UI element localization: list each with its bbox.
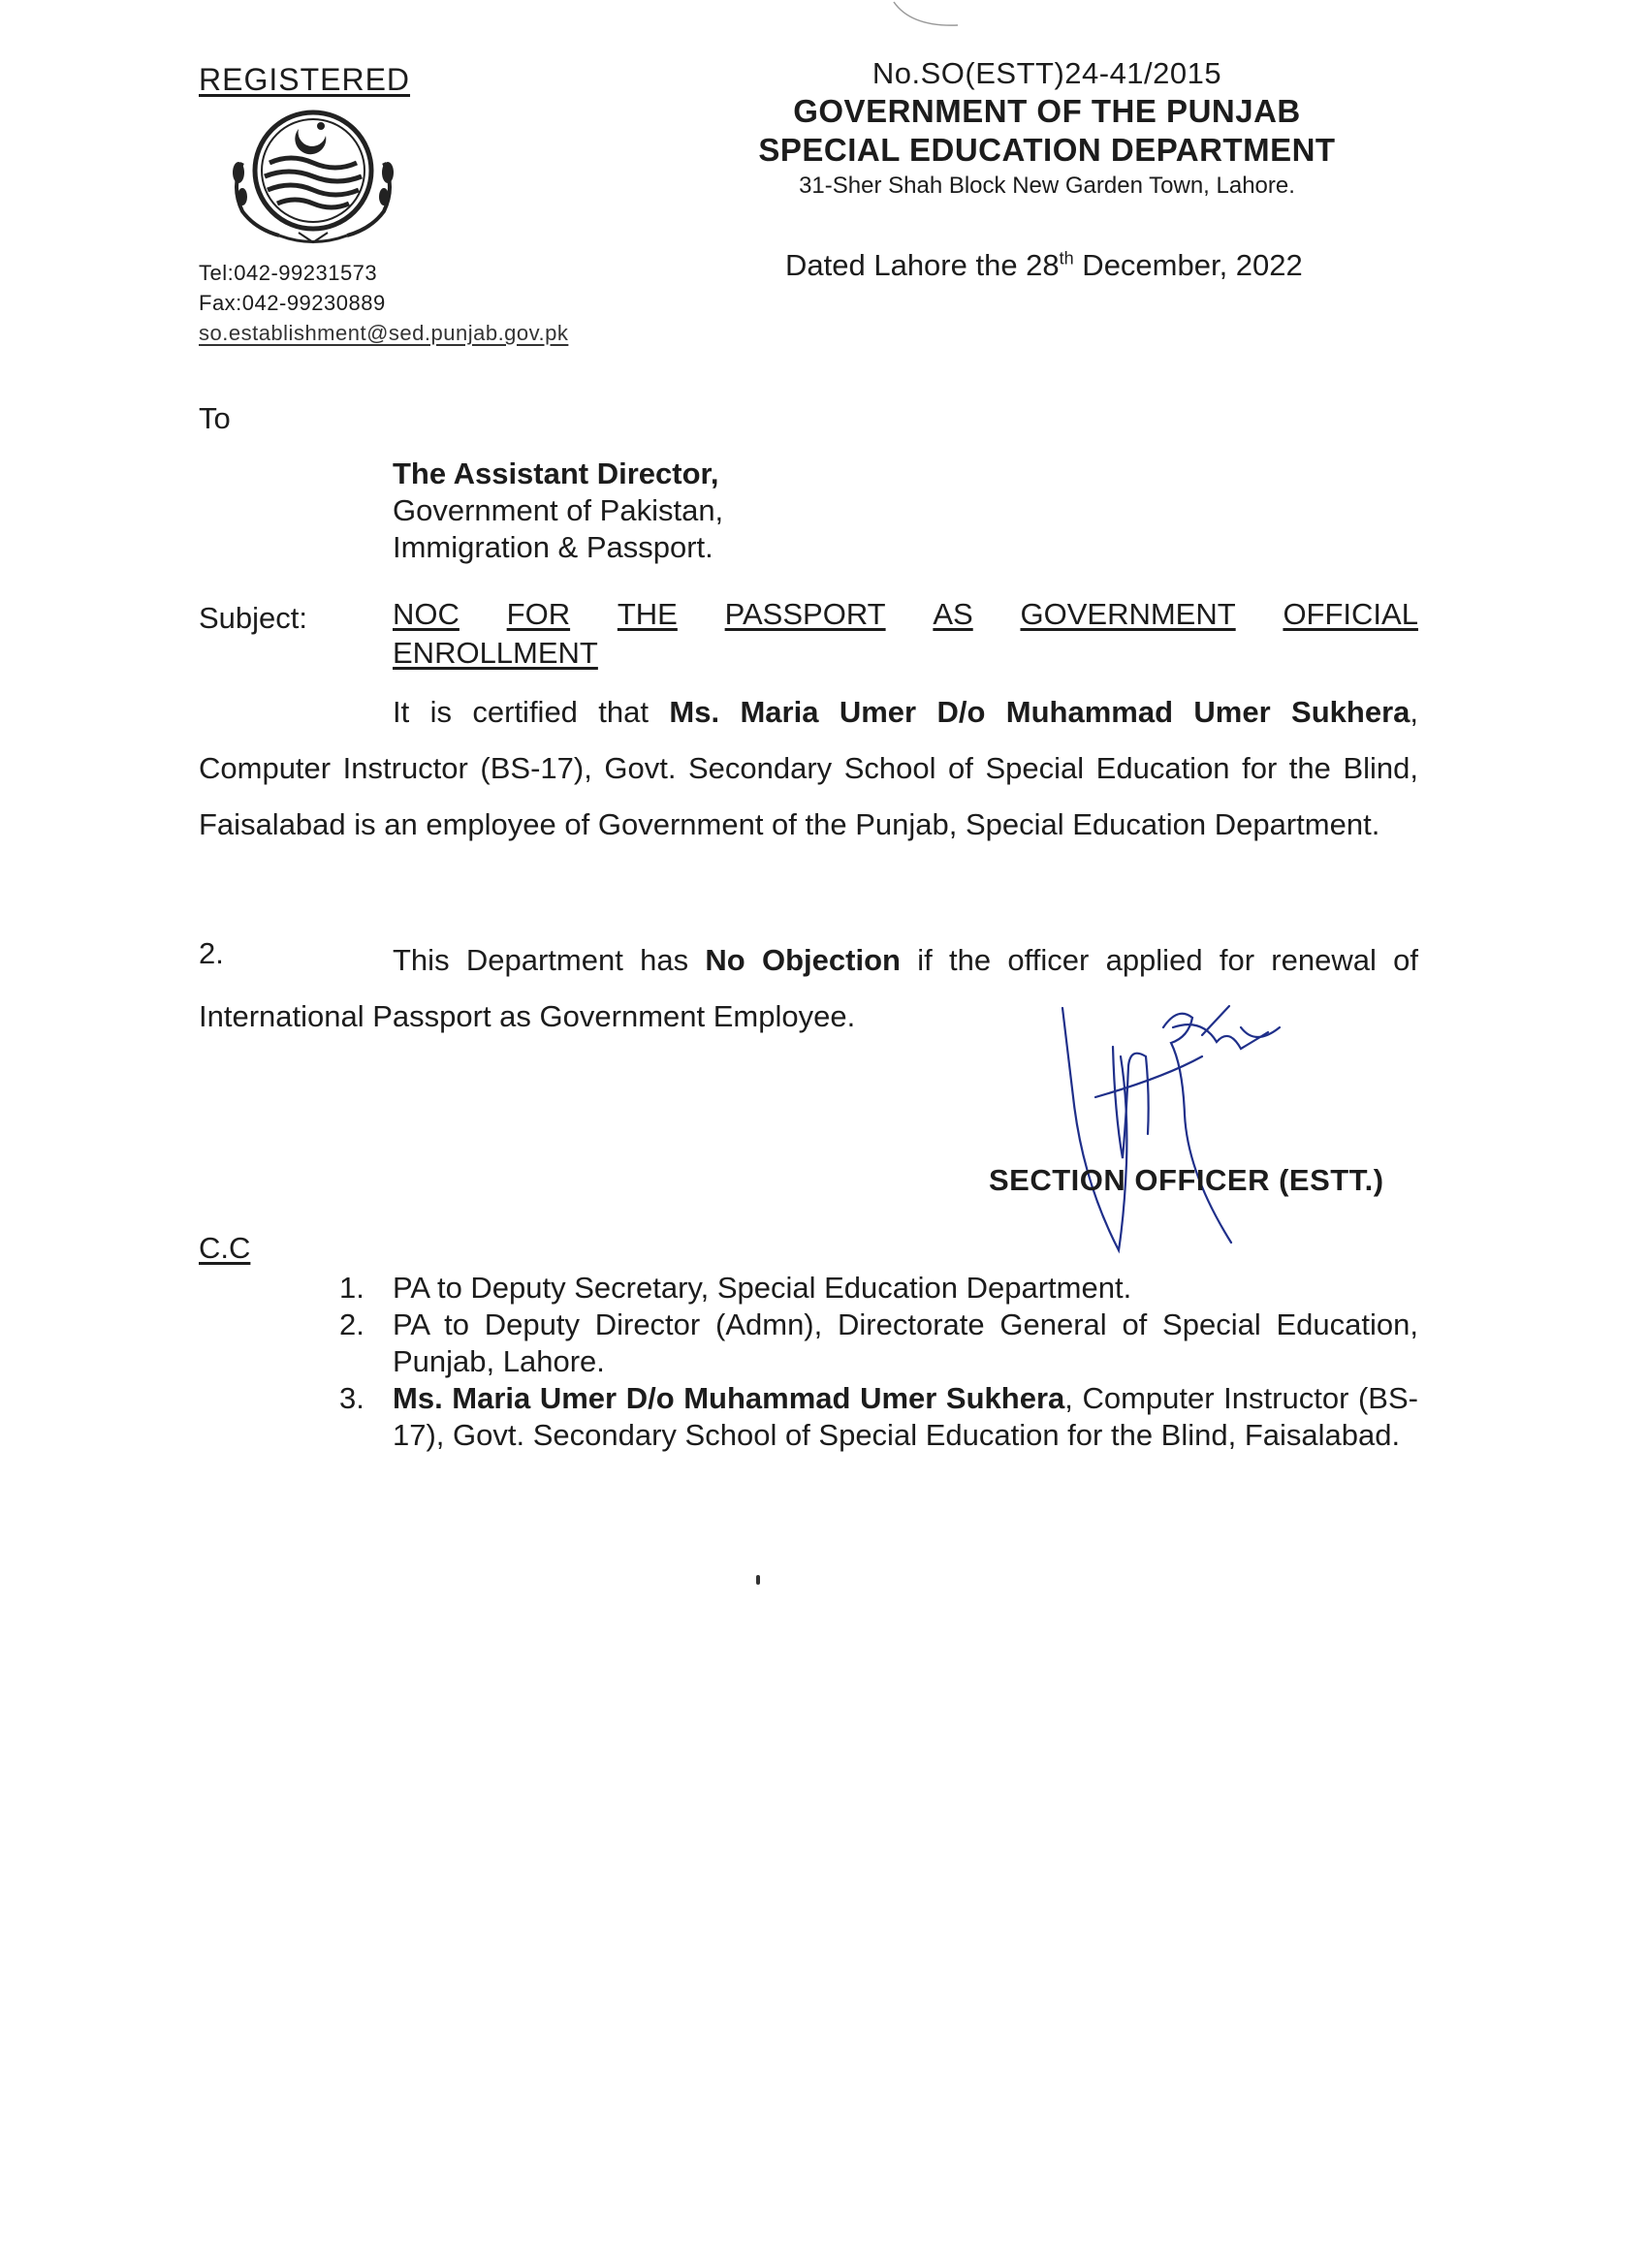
punjab-government-emblem-icon [221, 105, 405, 250]
to-label: To [199, 401, 231, 435]
cc-item-number: 3. [339, 1381, 364, 1415]
government-name: GOVERNMENT OF THE PUNJAB [793, 93, 1301, 129]
subject-line-2: ENROLLMENT [393, 636, 598, 670]
cc-item-text: PA to Deputy Director (Admn), Directorate General of Special Education, Punjab, Lahore. [393, 1307, 1418, 1378]
cc-list-item [339, 1380, 1418, 1454]
cc-label: C.C [199, 1231, 251, 1265]
telephone-number: Tel:042-99231573 [199, 261, 378, 285]
subject-word: NOC [393, 597, 460, 631]
letter-header [717, 56, 1377, 200]
subject-word: THE [617, 597, 678, 631]
addressee-block [393, 456, 723, 566]
cc-item-number: 2. [339, 1307, 364, 1341]
addressee-line-3: Immigration & Passport. [393, 530, 713, 564]
department-address: 31-Sher Shah Block New Garden Town, Lahore. [799, 173, 1295, 199]
subject-word: OFFICIAL [1283, 597, 1418, 631]
scan-speck [756, 1575, 760, 1585]
subject-word: AS [933, 597, 973, 631]
addressee-title: The Assistant Director, [393, 457, 719, 490]
signatory-designation: SECTION OFFICER (ESTT.) [989, 1163, 1384, 1197]
scan-mark [892, 0, 960, 29]
cc-item-text: PA to Deputy Secretary, Special Education Department. [393, 1271, 1132, 1305]
subject-word: FOR [506, 597, 571, 631]
subject-word: PASSPORT [724, 597, 886, 631]
cc-item-number: 1. [339, 1271, 364, 1305]
email-link[interactable]: so.establishment@sed.punjab.gov.pk [199, 321, 569, 345]
subject-text [393, 595, 1418, 673]
cc-list-item [339, 1270, 1418, 1307]
employee-name: Ms. Maria Umer D/o Muhammad Umer Sukhera [669, 695, 1410, 729]
body-paragraph-2: This Department has No Objection if the officer applied for renewal of International Passport as Government Employee. [199, 943, 1419, 1033]
subject-line-1 [393, 595, 1418, 634]
addressee-line-2: Government of Pakistan, [393, 493, 724, 527]
cc-item-bold-name: Ms. Maria Umer D/o Muhammad Umer Sukhera [393, 1381, 1065, 1415]
reference-number: No.SO(ESTT)24-41/2015 [872, 56, 1222, 90]
department-name: SPECIAL EDUCATION DEPARTMENT [758, 132, 1336, 168]
handwritten-signature [1057, 989, 1289, 1265]
cc-item-text: Ms. Maria Umer D/o Muhammad Umer Sukhera, Computer Instructor (BS-17), Govt. Secondary School of Special Education for the Blind, Faisalabad. [393, 1381, 1418, 1452]
cc-list [339, 1270, 1418, 1454]
letter-date: Dated Lahore the 28th December, 2022 [785, 248, 1303, 282]
paragraph-2-number: 2. [199, 936, 224, 970]
subject-word: GOVERNMENT [1020, 597, 1236, 631]
contact-block [199, 258, 568, 348]
subject-label: Subject: [199, 601, 308, 635]
no-objection-text: No Objection [705, 943, 901, 977]
cc-list-item [339, 1307, 1418, 1380]
body-paragraph-1: It is certified that Ms. Maria Umer D/o Muhammad Umer Sukhera, Computer Instructor (BS-17), Govt. Secondary School of Special Education for the Blind, Faisalabad is an employee of Government of the Punjab, Special Education Department. [199, 695, 1419, 841]
registered-label: REGISTERED [199, 62, 411, 97]
fax-number: Fax:042-99230889 [199, 291, 386, 315]
